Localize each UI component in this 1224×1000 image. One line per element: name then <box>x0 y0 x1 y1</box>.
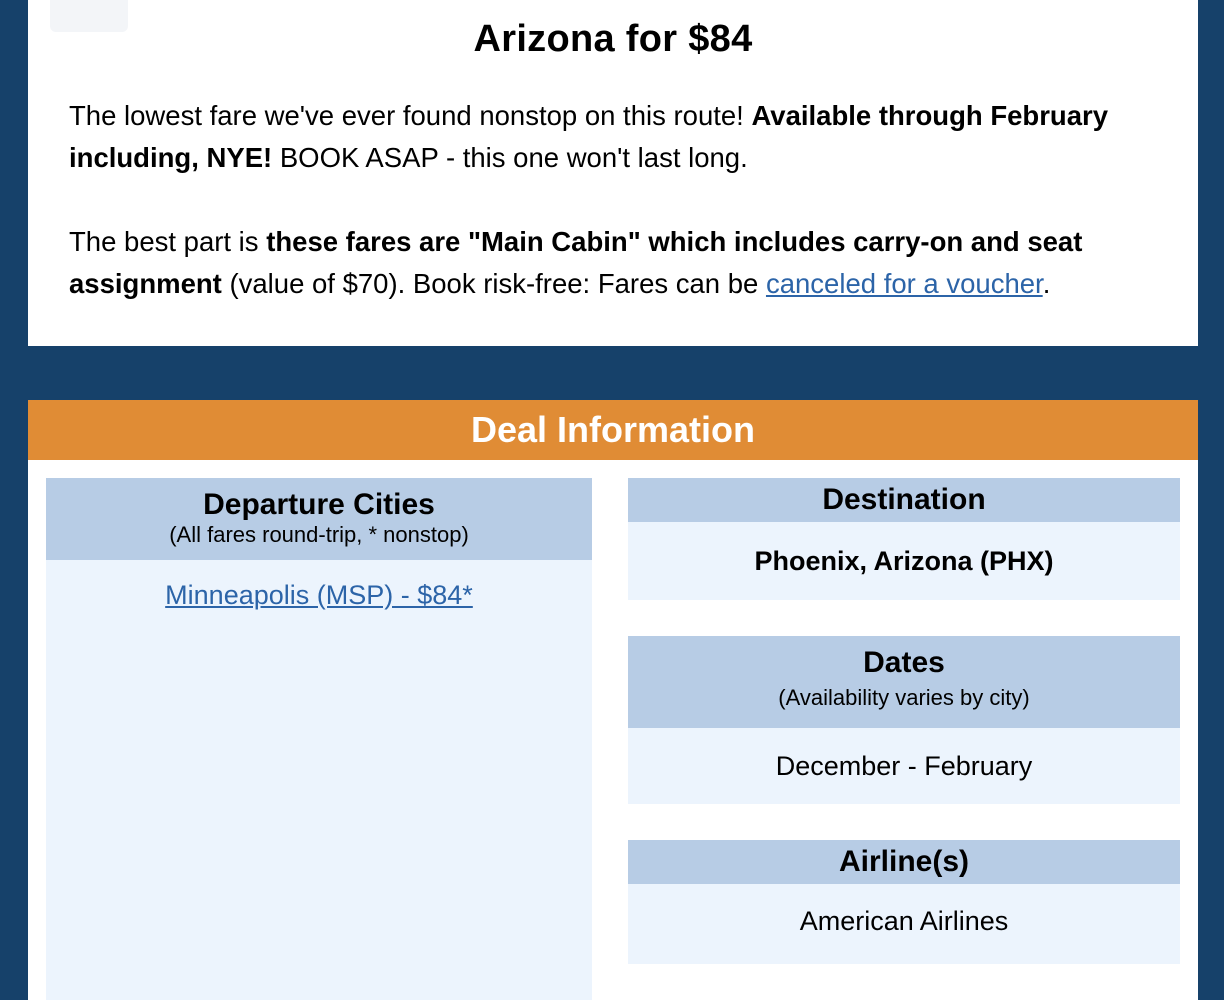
cancel-voucher-link[interactable]: canceled for a voucher <box>765 268 1043 299</box>
departure-cities-subtitle: (All fares round-trip, * nonstop) <box>169 522 469 547</box>
departure-city-link[interactable]: Minneapolis (MSP) - $84* <box>165 580 473 610</box>
intro-bold-text: these fares are "Main Cabin" which includes carry-on and seat assignment <box>69 226 1083 299</box>
intro-text: . <box>1042 268 1051 299</box>
intro-text: (value of $70). Book risk-free: Fares can be <box>221 268 766 299</box>
dates-title: Dates <box>863 646 945 679</box>
deal-information-header: Deal Information <box>28 400 1198 460</box>
dates-value: December - February <box>628 728 1180 804</box>
destination-title: Destination <box>628 478 1180 522</box>
intro-text: The lowest fare we've ever found nonstop on this route! <box>69 100 752 131</box>
airlines-value: American Airlines <box>628 884 1180 964</box>
deal-information-card <box>28 400 1198 1000</box>
intro-card <box>28 0 1198 346</box>
intro-bold-text: Available through February including, NYE! <box>69 100 1108 173</box>
intro-paragraph-2 <box>69 221 1159 305</box>
airlines-title: Airline(s) <box>628 840 1180 884</box>
airlines-panel <box>628 840 1180 964</box>
departure-cities-panel <box>46 478 592 1000</box>
departure-cities-title: Departure Cities <box>203 488 435 521</box>
destination-value: Phoenix, Arizona (PHX) <box>628 522 1180 600</box>
dates-subtitle: (Availability varies by city) <box>778 685 1030 710</box>
intro-text: The best part is <box>69 226 267 257</box>
dates-header <box>628 636 1180 728</box>
destination-panel <box>628 478 1180 600</box>
departure-cities-list <box>46 560 592 1000</box>
deal-headline: Arizona for $84 <box>473 18 753 60</box>
intro-paragraph-1 <box>69 95 1159 179</box>
dates-panel <box>628 636 1180 804</box>
intro-text: BOOK ASAP - this one won't last long. <box>272 142 748 173</box>
departure-cities-header <box>46 478 592 560</box>
